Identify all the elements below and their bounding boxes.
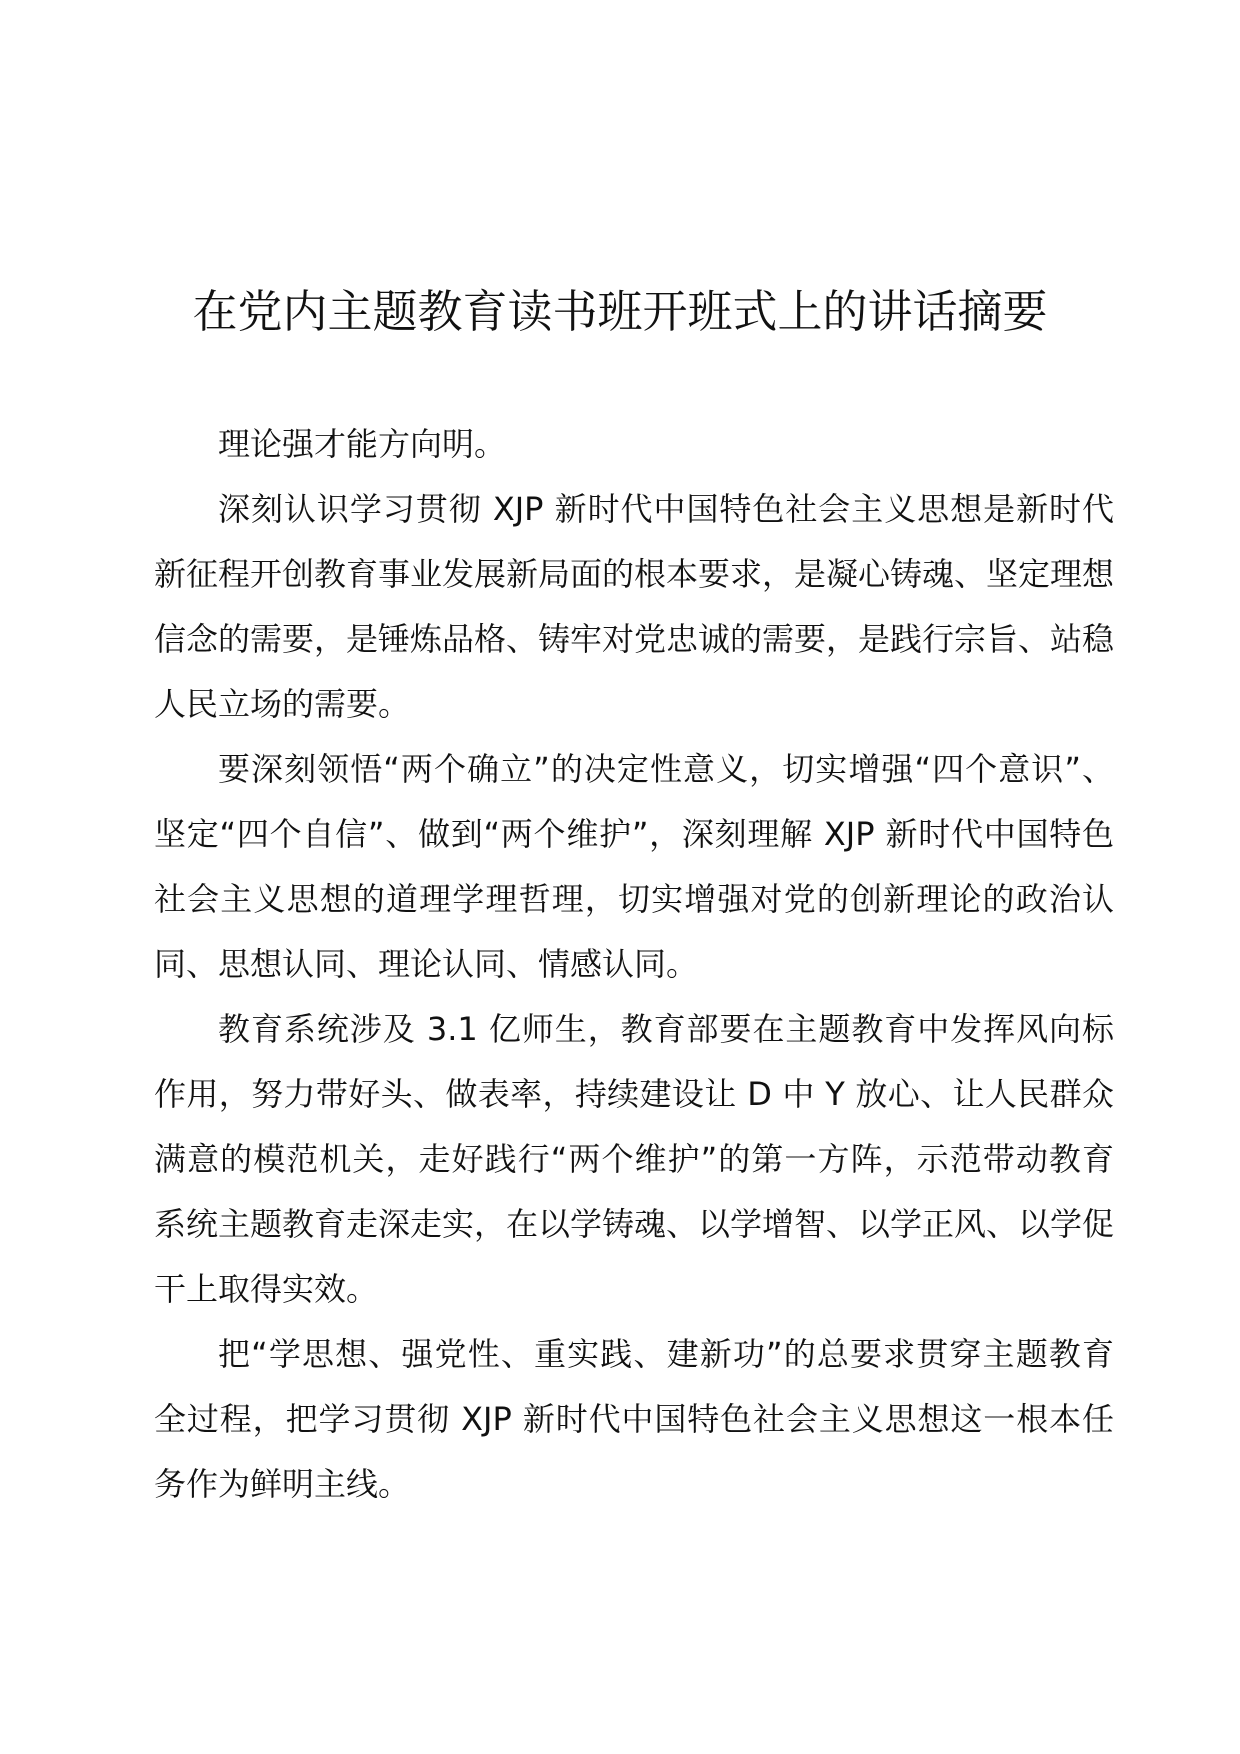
paragraph-3: 要深刻领悟“两个确立”的决定性意义，切实增强“四个意识”、坚定“四个自信”、做到“两个维护”，深刻理解 XJP 新时代中国特色社会主义思想的道理学理哲理，切实增强对党的创新理论的政治认同、思想认同、理论认同、情感认同。 bbox=[154, 750, 1114, 983]
paragraph-2: 深刻认识学习贯彻 XJP 新时代中国特色社会主义思想是新时代新征程开创教育事业发展新局面的根本要求，是凝心铸魂、坚定理想信念的需要，是锤炼品格、铸牢对党忠诚的需要，是践行宗旨、站稳人民立场的需要。 bbox=[154, 490, 1115, 723]
paragraph-1: 理论强才能方向明。 bbox=[218, 425, 507, 463]
document-title: 在党内主题教育读书班开班式上的讲话摘要 bbox=[192, 285, 1048, 338]
document-body bbox=[154, 412, 1114, 1517]
paragraph-5: 把“学思想、强党性、重实践、建新功”的总要求贯穿主题教育全过程，把学习贯彻 XJP 新时代中国特色社会主义思想这一根本任务作为鲜明主线。 bbox=[154, 1335, 1114, 1503]
paragraph-4: 教育系统涉及 3.1 亿师生，教育部要在主题教育中发挥风向标作用，努力带好头、做表率，持续建设让 D 中 Y 放心、让人民群众满意的模范机关，走好践行“两个维护”的第一方阵，示范带动教育系统主题教育走深走实，在以学铸魂、以学增智、以学正风、以学促干上取得实效。 bbox=[154, 1010, 1115, 1308]
